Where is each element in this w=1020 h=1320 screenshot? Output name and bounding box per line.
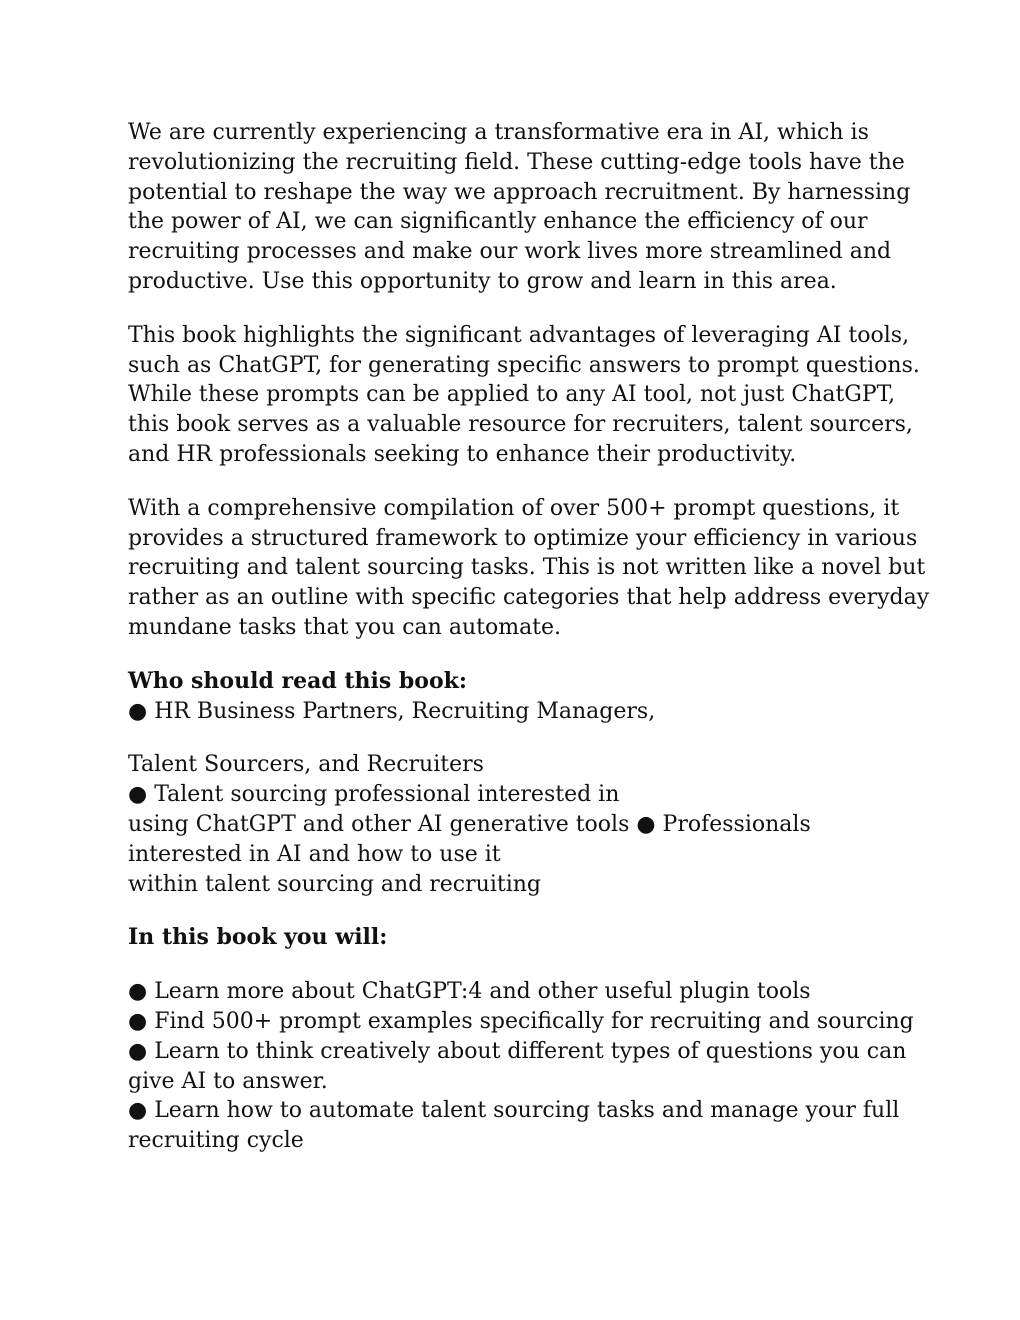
audience-heading: Who should read this book: [128, 667, 468, 694]
text-line: With a comprehensive compilation of over 500+ prompt questions, it [128, 495, 900, 521]
bullet-item: ● Learn more about ChatGPT:4 and other useful plugin tools [128, 979, 811, 1005]
text-line: the power of AI, we can significantly enhance the efficiency of our [128, 209, 868, 235]
audience-section [128, 667, 898, 900]
text-line: give AI to answer. [128, 1068, 328, 1094]
text-line: rather as an outline with specific categories that help address everyday [128, 585, 930, 611]
outcomes-section [128, 923, 914, 1156]
text-line: We are currently experiencing a transformative era in AI, which is [128, 120, 869, 145]
bullet-item: ● Learn to think creatively about different types of questions you can [128, 1038, 907, 1064]
text-line: interested in AI and how to use it [128, 841, 501, 867]
text-line: within talent sourcing and recruiting [128, 871, 541, 897]
text-line: recruiting and talent sourcing tasks. This is not written like a novel but [128, 555, 926, 581]
outcomes-heading: In this book you will: [128, 924, 388, 951]
spacer [128, 726, 898, 750]
compilation-paragraph [128, 494, 930, 643]
text-line: this book serves as a valuable resource for recruiters, talent sourcers, [128, 412, 913, 438]
text-line: and HR professionals seeking to enhance their productivity. [128, 441, 797, 467]
text-line: such as ChatGPT, for generating specific answers to prompt questions. [128, 352, 920, 378]
intro-paragraph [128, 118, 911, 297]
text-line: recruiting cycle [128, 1128, 304, 1154]
bullet-item: ● Find 500+ prompt examples specifically for recruiting and sourcing [128, 1008, 914, 1034]
bullet-item: ● HR Business Partners, Recruiting Managers, [128, 698, 656, 724]
text-line: provides a structured framework to optimize your efficiency in various [128, 525, 918, 551]
text-line: potential to reshape the way we approach recruitment. By harnessing [128, 179, 911, 205]
text-line: using ChatGPT and other AI generative tools ● Professionals [128, 811, 811, 837]
spacer [128, 953, 898, 977]
text-line: revolutionizing the recruiting field. These cutting-edge tools have the [128, 149, 905, 175]
bullet-item: ● Talent sourcing professional interested in [128, 782, 620, 808]
text-line: While these prompts can be applied to any AI tool, not just ChatGPT, [128, 382, 896, 408]
text-line: This book highlights the significant advantages of leveraging AI tools, [128, 322, 910, 348]
text-line: mundane tasks that you can automate. [128, 614, 562, 640]
text-line: Talent Sourcers, and Recruiters [128, 752, 484, 778]
text-line: productive. Use this opportunity to grow and learn in this area. [128, 268, 837, 294]
bullet-item: ● Learn how to automate talent sourcing tasks and manage your full [128, 1098, 900, 1124]
book-highlights-paragraph [128, 321, 920, 470]
text-line: recruiting processes and make our work lives more streamlined and [128, 239, 892, 265]
document-page [128, 118, 930, 1180]
